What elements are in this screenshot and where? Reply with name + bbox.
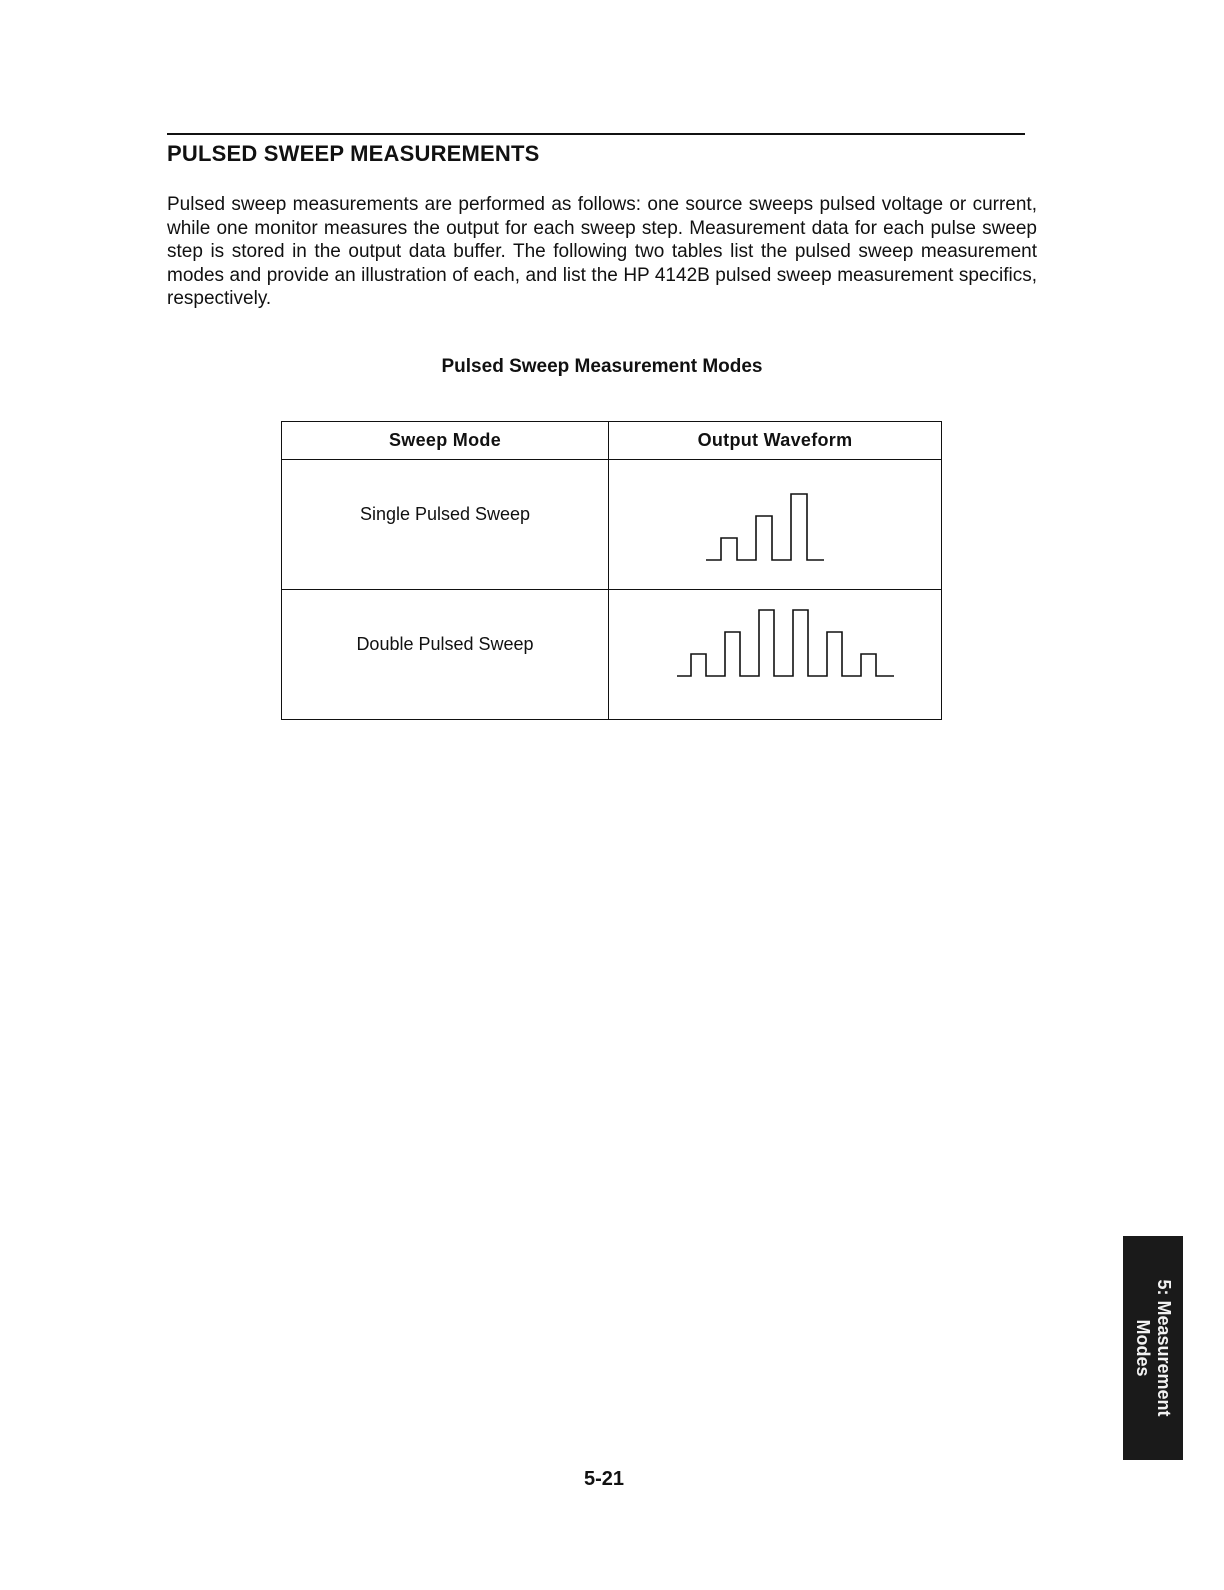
double-pulsed-sweep-waveform-icon — [609, 590, 940, 718]
table-title: Pulsed Sweep Measurement Modes — [441, 356, 763, 377]
waveform-cell-single — [609, 460, 942, 590]
mode-cell-single: Single Pulsed Sweep — [282, 460, 609, 590]
mode-cell-double: Double Pulsed Sweep — [282, 590, 609, 720]
chapter-tab-line2: Modes — [1133, 1319, 1153, 1377]
table-header-row — [282, 422, 942, 460]
waveform-cell-double — [609, 590, 942, 720]
page-number: 5-21 — [583, 1468, 625, 1490]
chapter-tab — [1123, 1236, 1183, 1460]
chapter-tab-line1: 5: Measurement — [1154, 1279, 1174, 1417]
single-pulsed-sweep-waveform-icon — [609, 460, 940, 588]
header-output-waveform: Output Waveform — [609, 422, 942, 460]
section-title: PULSED SWEEP MEASUREMENTS — [167, 141, 540, 166]
waveform-line-double — [677, 610, 894, 676]
waveform-line-single — [706, 494, 824, 560]
sweep-modes-table — [281, 421, 942, 720]
table-row — [282, 590, 942, 720]
intro-paragraph: Pulsed sweep measurements are performed as follows: one source sweeps pulsed voltage or current, while one monitor measures the output for each sweep step. Measurement data for each pulse sweep step is stored in the output data buffer. The following two tables list the pulsed sweep measurement modes and provide an illustration of each, and list the HP 4142B pulsed sweep measurement specifics, respectively. — [167, 194, 1037, 309]
section-rule — [167, 133, 1025, 135]
table-row — [282, 460, 942, 590]
header-sweep-mode: Sweep Mode — [282, 422, 609, 460]
